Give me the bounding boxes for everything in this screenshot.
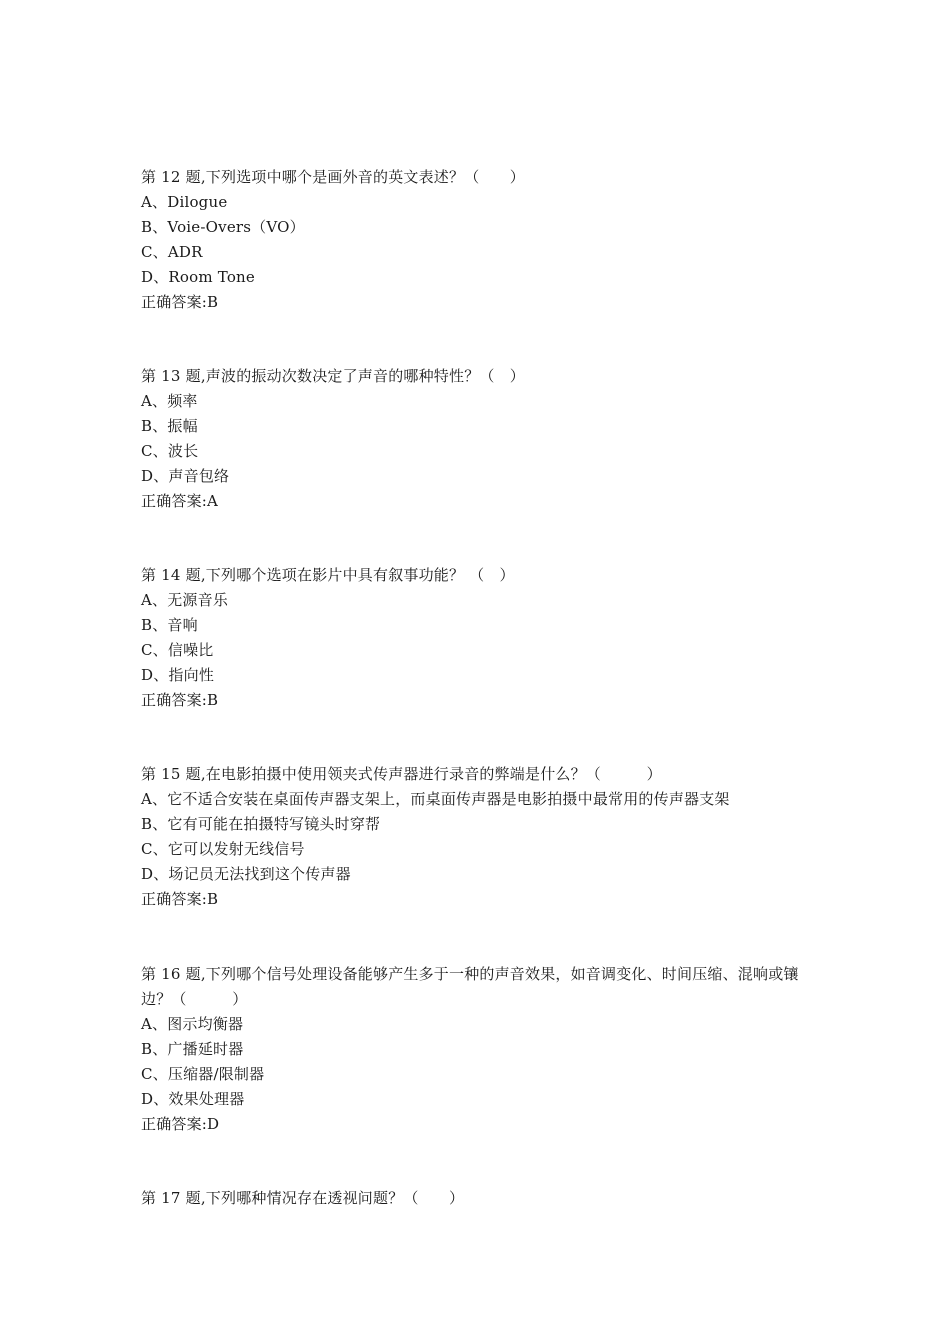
question-stem: 第 15 题,在电影拍摄中使用领夹式传声器进行录音的弊端是什么？（ ） (141, 765, 662, 783)
option-b: B、音响 (141, 616, 198, 634)
option-d: D、效果处理器 (141, 1090, 245, 1108)
correct-answer: 正确答案:B (141, 293, 219, 311)
question-stem: 第 17 题,下列哪种情况存在透视问题？（ ） (141, 1189, 465, 1207)
option-c: C、波长 (141, 442, 199, 460)
question-14 (141, 563, 821, 713)
option-b: B、Voie-Overs（VO） (141, 218, 305, 236)
question-15 (141, 762, 821, 912)
option-b: B、广播延时器 (141, 1040, 244, 1058)
correct-answer: 正确答案:B (141, 890, 219, 908)
option-c: C、压缩器/限制器 (141, 1065, 265, 1083)
correct-answer: 正确答案:B (141, 691, 219, 709)
option-b: B、振幅 (141, 417, 198, 435)
option-c: C、信噪比 (141, 641, 214, 659)
option-d: D、指向性 (141, 666, 215, 684)
option-a: A、频率 (141, 392, 198, 410)
option-d: D、Room Tone (141, 268, 255, 286)
question-stem: 第 13 题,声波的振动次数决定了声音的哪种特性？（ ） (141, 367, 525, 385)
question-13 (141, 364, 821, 514)
question-stem: 第 14 题,下列哪个选项在影片中具有叙事功能？ （ ） (141, 566, 515, 584)
option-a: A、图示均衡器 (141, 1015, 244, 1033)
option-a: A、无源音乐 (141, 591, 229, 609)
question-17 (141, 1186, 821, 1211)
option-a: A、它不适合安装在桌面传声器支架上，而桌面传声器是电影拍摄中最常用的传声器支架 (141, 790, 730, 808)
question-stem: 第 12 题,下列选项中哪个是画外音的英文表述？（ ） (141, 168, 525, 186)
option-c: C、ADR (141, 243, 203, 261)
question-16 (141, 962, 821, 1137)
correct-answer: 正确答案:D (141, 1115, 220, 1133)
correct-answer: 正确答案:A (141, 492, 219, 510)
option-a: A、Dilogue (141, 193, 228, 211)
question-stem: 第 16 题,下列哪个信号处理设备能够产生多于一种的声音效果，如音调变化、时间压缩、混响或镶边？（ ） (141, 965, 799, 1008)
option-d: D、声音包络 (141, 467, 230, 485)
option-c: C、它可以发射无线信号 (141, 840, 305, 858)
question-12 (141, 165, 821, 315)
option-b: B、它有可能在拍摄特写镜头时穿帮 (141, 815, 381, 833)
option-d: D、场记员无法找到这个传声器 (141, 865, 351, 883)
